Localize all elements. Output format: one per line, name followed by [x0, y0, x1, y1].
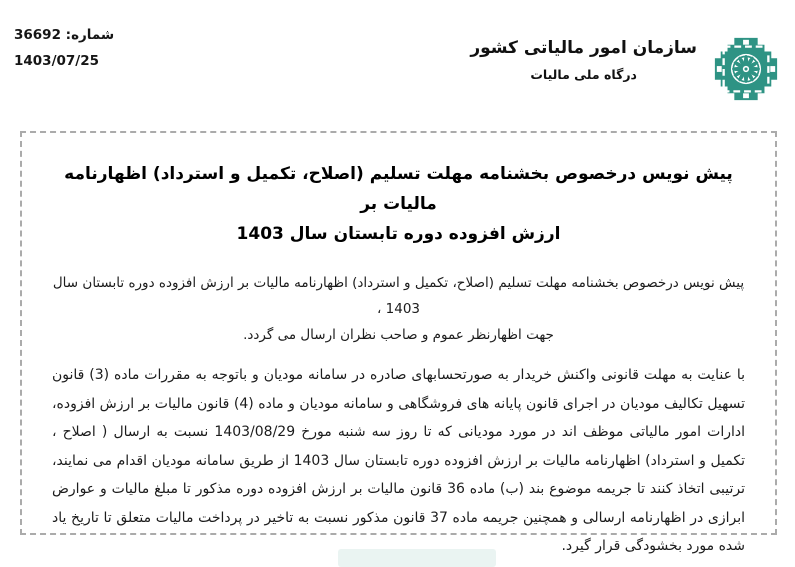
letter-title-line2: ارزش افزوده دوره تابستان سال 1403	[236, 224, 561, 244]
letter-title-line1: پیش نویس درخصوص بخشنامه مهلت تسلیم (اصلاح، تکمیل و استرداد) اظهارنامه مالیات بر	[64, 164, 733, 214]
org-tagline: درگاه ملی مالیات	[530, 67, 637, 82]
reference-block	[14, 22, 114, 74]
letter-intro-line1: پیش نویس درخصوص بخشنامه مهلت تسلیم (اصلاح، تکمیل و استرداد) اظهارنامه مالیات بر ارزش افزوده دوره تابستان سال 1403 ،	[52, 275, 745, 317]
letter-number: شماره: 36692	[14, 27, 115, 43]
letter-intro	[52, 270, 745, 348]
letter-date: 1403/07/25	[14, 53, 100, 69]
org-name: سازمان امور مالیاتی کشور	[470, 38, 697, 58]
letter-title	[52, 159, 745, 249]
tax-org-emblem-icon	[711, 34, 781, 104]
org-logo-block	[470, 28, 783, 112]
org-text	[470, 38, 697, 82]
letter-intro-line2: جهت اظهارنظر عموم و صاحب نظران ارسال می گردد.	[243, 327, 554, 343]
letter-box	[20, 131, 777, 554]
letter-body-paragraph: با عنایت به مهلت قانونی واکنش خریدار به صورتحسابهای صادره در سامانه مودیان و باتوجه به مقررات ماده (3) قانون تسهیل تکالیف مودیان در اجرای قانون پایانه های فروشگاهی و سامانه مودیان و ماده (4) قانون مالیات بر ارزش افزوده، ادارات امور مالیاتی موظف اند در مورد مودیانی که تا روز سه شنبه مورخ 1403/08/29 نسبت به ارسال ( اصلاح ، تکمیل و استرداد) اظهارنامه مالیات بر ارزش افزوده دوره تابستان سال 1403 از طریق سامانه مودیان اقدام می نمایند، ترتیبی اتخاذ کنند تا جریمه موضوع بند (ب) ماده 36 قانون مالیات بر ارزش افزوده دوره مذکور تا مبلغ مالیات و عوارض ابرازی در اظهارنامه ارسالی و همچنین جریمه ماده 37 قانون مذکور نسبت به تاخیر در پرداخت مالیات متعلق تا تاریخ یاد شده مورد بخشودگی قرار گیرد.	[52, 367, 746, 554]
faint-stamp-artifact	[338, 549, 496, 567]
